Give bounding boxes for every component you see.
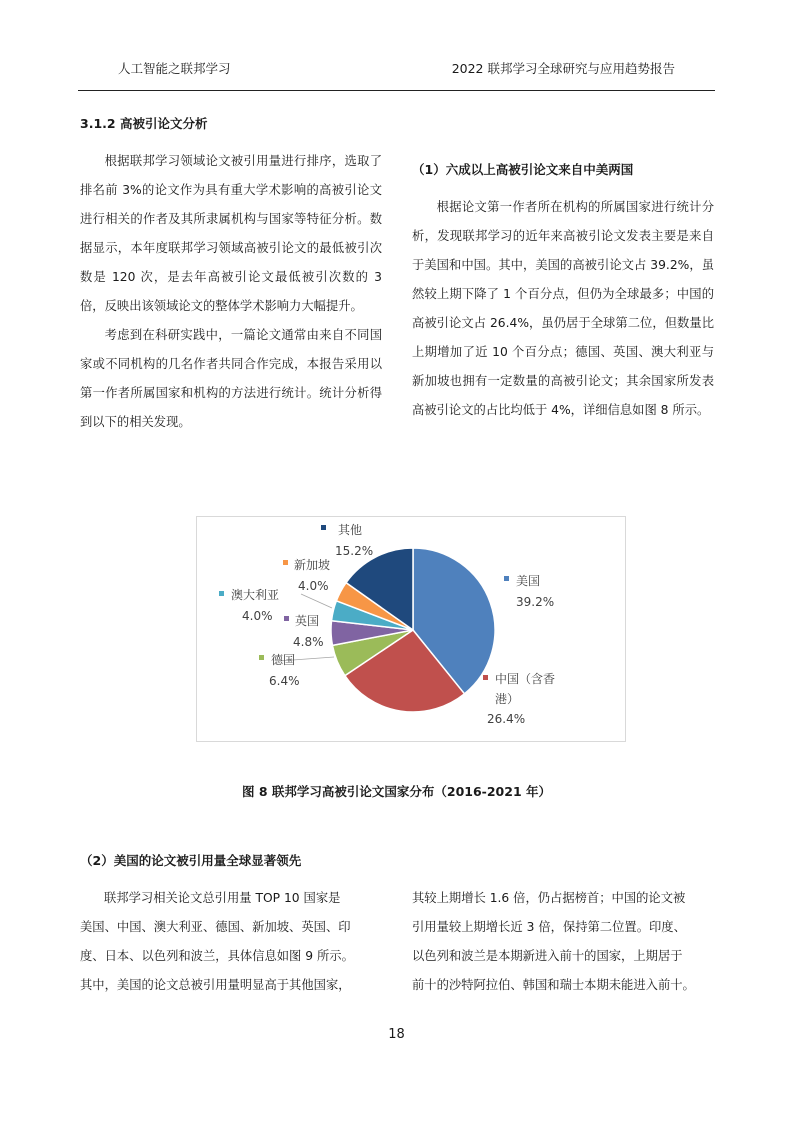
text-line: 以色列和波兰是本期新进入前十的国家，上期居于 — [412, 949, 683, 963]
legend-marker-germany — [259, 655, 264, 660]
header-right-title: 2022 联邦学习全球研究与应用趋势报告 — [451, 61, 675, 76]
text-line: 其中，美国的论文总被引用量明显高于其他国家， — [80, 978, 351, 992]
subsection-heading-2: （2）美国的论文被引用量全球显著领先 — [80, 853, 302, 868]
right-column — [412, 193, 714, 425]
label-singapore: 新加坡 — [294, 558, 331, 572]
legend-marker-usa — [504, 576, 509, 581]
value-china: 26.4% — [487, 712, 526, 726]
header-left-title: 人工智能之联邦学习 — [118, 61, 231, 76]
legend-marker-china — [483, 675, 488, 680]
value-uk: 4.8% — [293, 635, 324, 649]
section2-left-column — [80, 884, 385, 1000]
label-china-line1: 中国（含香 — [495, 672, 556, 686]
paragraph-high-cited-intro: 根据联邦学习领域论文被引用量进行排序，选取了排名前 3%的论文作为具有重大学术影响的高被引论文进行相关的作者及其所隶属机构与国家等特征分析。数据显示，本年度联邦学习领域高被引论文的最低被引次数是 120 次，是去年高被引论文最低被引次数的 3 倍，反映出该领域论文的整体学术影响力大幅提升。 — [80, 154, 382, 313]
legend-marker-singapore — [283, 560, 288, 565]
left-column — [80, 147, 382, 437]
value-germany: 6.4% — [269, 674, 300, 688]
paragraph-method: 考虑到在科研实践中，一篇论文通常由来自不同国家或不同机构的几名作者共同合作完成，本报告采用以第一作者所属国家和机构的方法进行统计。统计分析得到以下的相关发现。 — [80, 328, 382, 429]
pie-chart-frame — [196, 516, 626, 742]
text-line: 其较上期增长 1.6 倍，仍占据榜首；中国的论文被 — [412, 891, 686, 905]
pie-chart — [197, 517, 625, 741]
figure-caption: 图 8 联邦学习高被引论文国家分布（2016-2021 年） — [241, 784, 552, 799]
value-other: 15.2% — [335, 544, 374, 558]
label-usa: 美国 — [516, 574, 541, 588]
value-usa: 39.2% — [516, 595, 555, 609]
text-line: 度、日本、以色列和波兰，具体信息如图 9 所示。 — [80, 949, 354, 963]
label-germany: 德国 — [271, 653, 296, 667]
label-uk: 英国 — [295, 614, 320, 628]
text-line: 美国、中国、澳大利亚、德国、新加坡、英国、印 — [80, 920, 351, 934]
label-other: 其他 — [338, 523, 363, 537]
legend-marker-australia — [219, 591, 224, 596]
legend-marker-uk — [284, 616, 289, 621]
leader-line-australia — [301, 594, 332, 608]
text-line: 联邦学习相关论文总引用量 TOP 10 国家是 — [104, 891, 341, 905]
page-number: 18 — [388, 1027, 405, 1042]
section-title: 3.1.2 高被引论文分析 — [80, 116, 208, 131]
text-line: 前十的沙特阿拉伯、韩国和瑞士本期未能进入前十。 — [412, 978, 695, 992]
label-australia: 澳大利亚 — [231, 588, 280, 602]
legend-marker-other — [321, 525, 326, 530]
subsection-heading-1: （1）六成以上高被引论文来自中美两国 — [412, 162, 634, 177]
text-line: 引用量较上期增长近 3 倍，保持第二位置。印度、 — [412, 920, 686, 934]
value-australia: 4.0% — [242, 609, 273, 623]
paragraph-country-distribution: 根据论文第一作者所在机构的所属国家进行统计分析，发现联邦学习的近年来高被引论文发表主要是来自于美国和中国。其中，美国的高被引论文占 39.2%，虽然较上期下降了 1 个百分点，但仍为全球最多；中国的高被引论文占 26.4%，虽仍居于全球第二位，但数量比上期增加了近 10 个百分点；德国、英国、澳大利亚与新加坡也拥有一定数量的高被引论文；其余国家所发表高被引论文的占比均低于 4%，详细信息如图 8 所示。 — [412, 200, 714, 417]
header-divider — [78, 90, 715, 91]
value-singapore: 4.0% — [298, 579, 329, 593]
section2-right-column — [412, 884, 717, 1000]
label-china-line2: 港） — [495, 692, 520, 706]
